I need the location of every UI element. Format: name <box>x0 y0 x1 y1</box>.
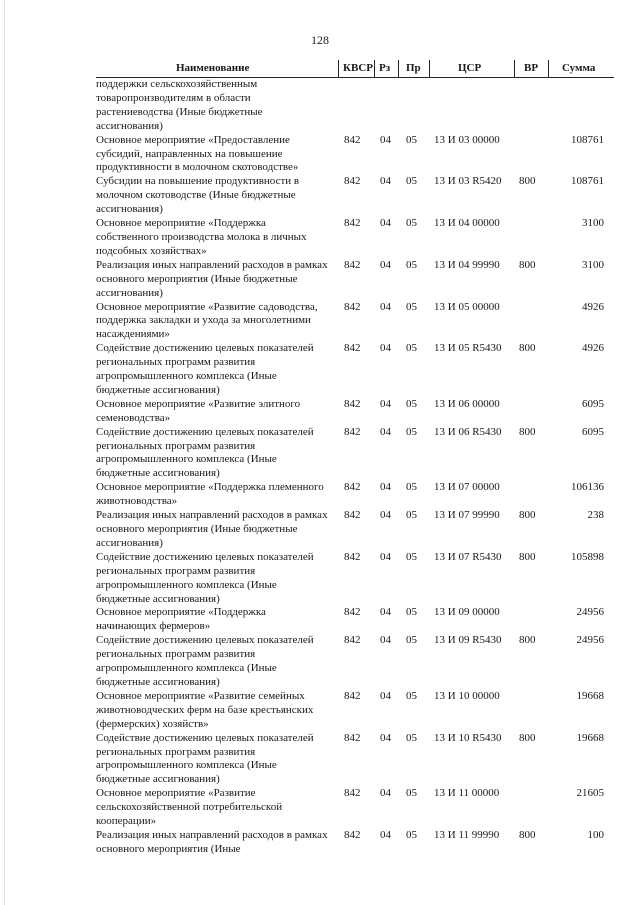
row-kvsr: 842 <box>344 217 361 230</box>
row-pr: 05 <box>406 481 417 494</box>
row-rz: 04 <box>380 828 391 841</box>
row-kvsr: 842 <box>344 550 361 563</box>
row-vr: 800 <box>519 634 536 647</box>
table-row <box>96 829 614 857</box>
row-kvsr: 842 <box>344 133 361 146</box>
row-kvsr: 842 <box>344 606 361 619</box>
row-rz: 04 <box>380 606 391 619</box>
table-row <box>96 606 614 634</box>
header-divider <box>429 60 430 77</box>
row-kvsr: 842 <box>344 689 361 702</box>
row-kvsr: 842 <box>344 397 361 410</box>
row-sum: 3100 <box>582 217 604 230</box>
row-csr: 13 И 11 99990 <box>434 828 500 841</box>
row-sum: 4926 <box>582 342 604 355</box>
row-kvsr: 842 <box>344 731 361 744</box>
row-rz: 04 <box>380 133 391 146</box>
row-kvsr: 842 <box>344 175 361 188</box>
row-rz: 04 <box>380 550 391 563</box>
row-csr: 13 И 07 R5430 <box>434 550 502 563</box>
row-rz: 04 <box>380 217 391 230</box>
row-name: Реализация иных направлений расходов в рамках основного мероприятия (Иные бюджетные ассигнования) <box>96 509 328 549</box>
row-rz: 04 <box>380 481 391 494</box>
row-rz: 04 <box>380 425 391 438</box>
table-row <box>96 732 614 788</box>
table-row <box>96 787 614 829</box>
row-pr: 05 <box>406 217 417 230</box>
header-kvsr: КВСР <box>343 62 373 74</box>
row-rz: 04 <box>380 175 391 188</box>
table-row <box>96 175 614 217</box>
header-divider <box>514 60 515 77</box>
row-name: Основное мероприятие «Поддержка племенного животноводства» <box>96 481 324 508</box>
row-rz: 04 <box>380 731 391 744</box>
row-csr: 13 И 03 00000 <box>434 133 500 146</box>
row-sum: 105898 <box>571 550 604 563</box>
row-vr: 800 <box>519 828 536 841</box>
row-csr: 13 И 04 99990 <box>434 258 500 271</box>
row-pr: 05 <box>406 731 417 744</box>
row-kvsr: 842 <box>344 342 361 355</box>
row-pr: 05 <box>406 606 417 619</box>
row-sum: 19668 <box>576 689 604 702</box>
row-vr: 800 <box>519 175 536 188</box>
table-row <box>96 301 614 343</box>
row-rz: 04 <box>380 787 391 800</box>
scan-edge <box>4 0 5 905</box>
header-vr: ВР <box>524 62 539 74</box>
row-csr: 13 И 09 R5430 <box>434 634 502 647</box>
row-rz: 04 <box>380 397 391 410</box>
header-csr: ЦСР <box>458 62 482 74</box>
row-csr: 13 И 09 00000 <box>434 606 500 619</box>
row-name: Основное мероприятие «Предоставление субсидий, направленных на повышение продуктивности в молочном скотоводстве» <box>96 133 299 174</box>
row-name: Реализация иных направлений расходов в рамках основного мероприятия (Иные <box>96 828 328 855</box>
header-divider <box>338 60 339 77</box>
row-sum: 24956 <box>576 606 604 619</box>
row-sum: 108761 <box>571 133 604 146</box>
row-rz: 04 <box>380 509 391 522</box>
row-kvsr: 842 <box>344 481 361 494</box>
row-csr: 13 И 03 R5420 <box>434 175 502 188</box>
row-name: поддержки сельскохозяйственным товаропроизводителям в области растениеводства (Иные бюджетные ассигнования) <box>96 78 263 132</box>
row-pr: 05 <box>406 133 417 146</box>
table-row <box>96 217 614 259</box>
row-kvsr: 842 <box>344 509 361 522</box>
row-name: Содействие достижению целевых показателей региональных программ развития агропромышленного комплекса (Иные бюджетные ассигнования) <box>96 342 314 396</box>
header-name: Наименование <box>176 62 250 74</box>
row-sum: 4926 <box>582 300 604 313</box>
row-csr: 13 И 10 R5430 <box>434 731 502 744</box>
table-row <box>96 551 614 607</box>
table-row <box>96 134 614 176</box>
row-name: Реализация иных направлений расходов в рамках основного мероприятия (Иные бюджетные ассигнования) <box>96 258 328 299</box>
row-rz: 04 <box>380 258 391 271</box>
row-pr: 05 <box>406 787 417 800</box>
row-vr: 800 <box>519 509 536 522</box>
row-kvsr: 842 <box>344 425 361 438</box>
row-name: Основное мероприятие «Развитие сельскохозяйственной потребительской кооперации» <box>96 787 283 828</box>
row-csr: 13 И 06 00000 <box>434 397 500 410</box>
row-sum: 3100 <box>582 258 604 271</box>
row-name: Основное мероприятие «Развитие садоводства, поддержка закладки и ухода за многолетними насаждениями» <box>96 300 318 341</box>
row-sum: 6095 <box>582 425 604 438</box>
row-pr: 05 <box>406 258 417 271</box>
row-vr: 800 <box>519 342 536 355</box>
row-csr: 13 И 04 00000 <box>434 217 500 230</box>
row-pr: 05 <box>406 425 417 438</box>
row-pr: 05 <box>406 300 417 313</box>
row-vr: 800 <box>519 258 536 271</box>
row-csr: 13 И 06 R5430 <box>434 425 502 438</box>
row-rz: 04 <box>380 300 391 313</box>
row-name: Основное мероприятие «Поддержка собственного производства молока в личных подсобных хозяйствах» <box>96 217 307 257</box>
table-row <box>96 342 614 398</box>
row-rz: 04 <box>380 634 391 647</box>
header-pr: Пр <box>406 62 421 74</box>
header-divider <box>398 60 399 77</box>
row-name: Основное мероприятие «Развитие элитного семеноводства» <box>96 397 301 424</box>
row-pr: 05 <box>406 634 417 647</box>
header-divider <box>548 60 549 77</box>
row-csr: 13 И 11 00000 <box>434 787 500 800</box>
row-sum: 238 <box>587 509 604 522</box>
header-rz: Рз <box>379 62 391 74</box>
row-kvsr: 842 <box>344 828 361 841</box>
row-csr: 13 И 07 99990 <box>434 509 500 522</box>
row-pr: 05 <box>406 550 417 563</box>
row-pr: 05 <box>406 509 417 522</box>
row-sum: 24956 <box>576 634 604 647</box>
page-number: 128 <box>311 33 329 47</box>
row-name: Содействие достижению целевых показателей региональных программ развития агропромышленного комплекса (Иные бюджетные ассигнования) <box>96 634 314 688</box>
row-vr: 800 <box>519 425 536 438</box>
row-pr: 05 <box>406 175 417 188</box>
row-name: Основное мероприятие «Поддержка начинающих фермеров» <box>96 606 266 633</box>
row-kvsr: 842 <box>344 258 361 271</box>
row-vr: 800 <box>519 731 536 744</box>
row-rz: 04 <box>380 342 391 355</box>
row-sum: 100 <box>587 828 604 841</box>
row-name: Субсидии на повышение продуктивности в молочном скотоводстве (Иные бюджетные ассигнования) <box>96 175 300 216</box>
table-row <box>96 78 614 134</box>
row-sum: 21605 <box>576 787 604 800</box>
row-sum: 6095 <box>582 397 604 410</box>
header-divider <box>374 60 375 77</box>
table-header <box>96 60 614 78</box>
table-row <box>96 426 614 482</box>
row-sum: 108761 <box>571 175 604 188</box>
row-name: Основное мероприятие «Развитие семейных животноводческих ферм на базе крестьянских (фермерских) хозяйств» <box>96 689 314 730</box>
table-row <box>96 690 614 732</box>
table-row <box>96 481 614 509</box>
row-pr: 05 <box>406 342 417 355</box>
row-csr: 13 И 05 00000 <box>434 300 500 313</box>
row-name: Содействие достижению целевых показателей региональных программ развития агропромышленного комплекса (Иные бюджетные ассигнования) <box>96 550 314 605</box>
row-csr: 13 И 07 00000 <box>434 481 500 494</box>
row-vr: 800 <box>519 550 536 563</box>
table-row <box>96 398 614 426</box>
row-pr: 05 <box>406 828 417 841</box>
row-kvsr: 842 <box>344 634 361 647</box>
row-kvsr: 842 <box>344 787 361 800</box>
row-kvsr: 842 <box>344 300 361 313</box>
row-sum: 106136 <box>571 481 604 494</box>
row-pr: 05 <box>406 397 417 410</box>
table-row <box>96 509 614 551</box>
table-row <box>96 634 614 690</box>
header-sum: Сумма <box>562 62 596 74</box>
row-csr: 13 И 10 00000 <box>434 689 500 702</box>
row-sum: 19668 <box>576 731 604 744</box>
row-name: Содействие достижению целевых показателей региональных программ развития агропромышленного комплекса (Иные бюджетные ассигнования) <box>96 425 314 480</box>
table-row <box>96 259 614 301</box>
row-rz: 04 <box>380 689 391 702</box>
row-name: Содействие достижению целевых показателей региональных программ развития агропромышленного комплекса (Иные бюджетные ассигнования) <box>96 731 314 786</box>
table-body <box>96 78 614 857</box>
row-pr: 05 <box>406 689 417 702</box>
row-csr: 13 И 05 R5430 <box>434 342 502 355</box>
